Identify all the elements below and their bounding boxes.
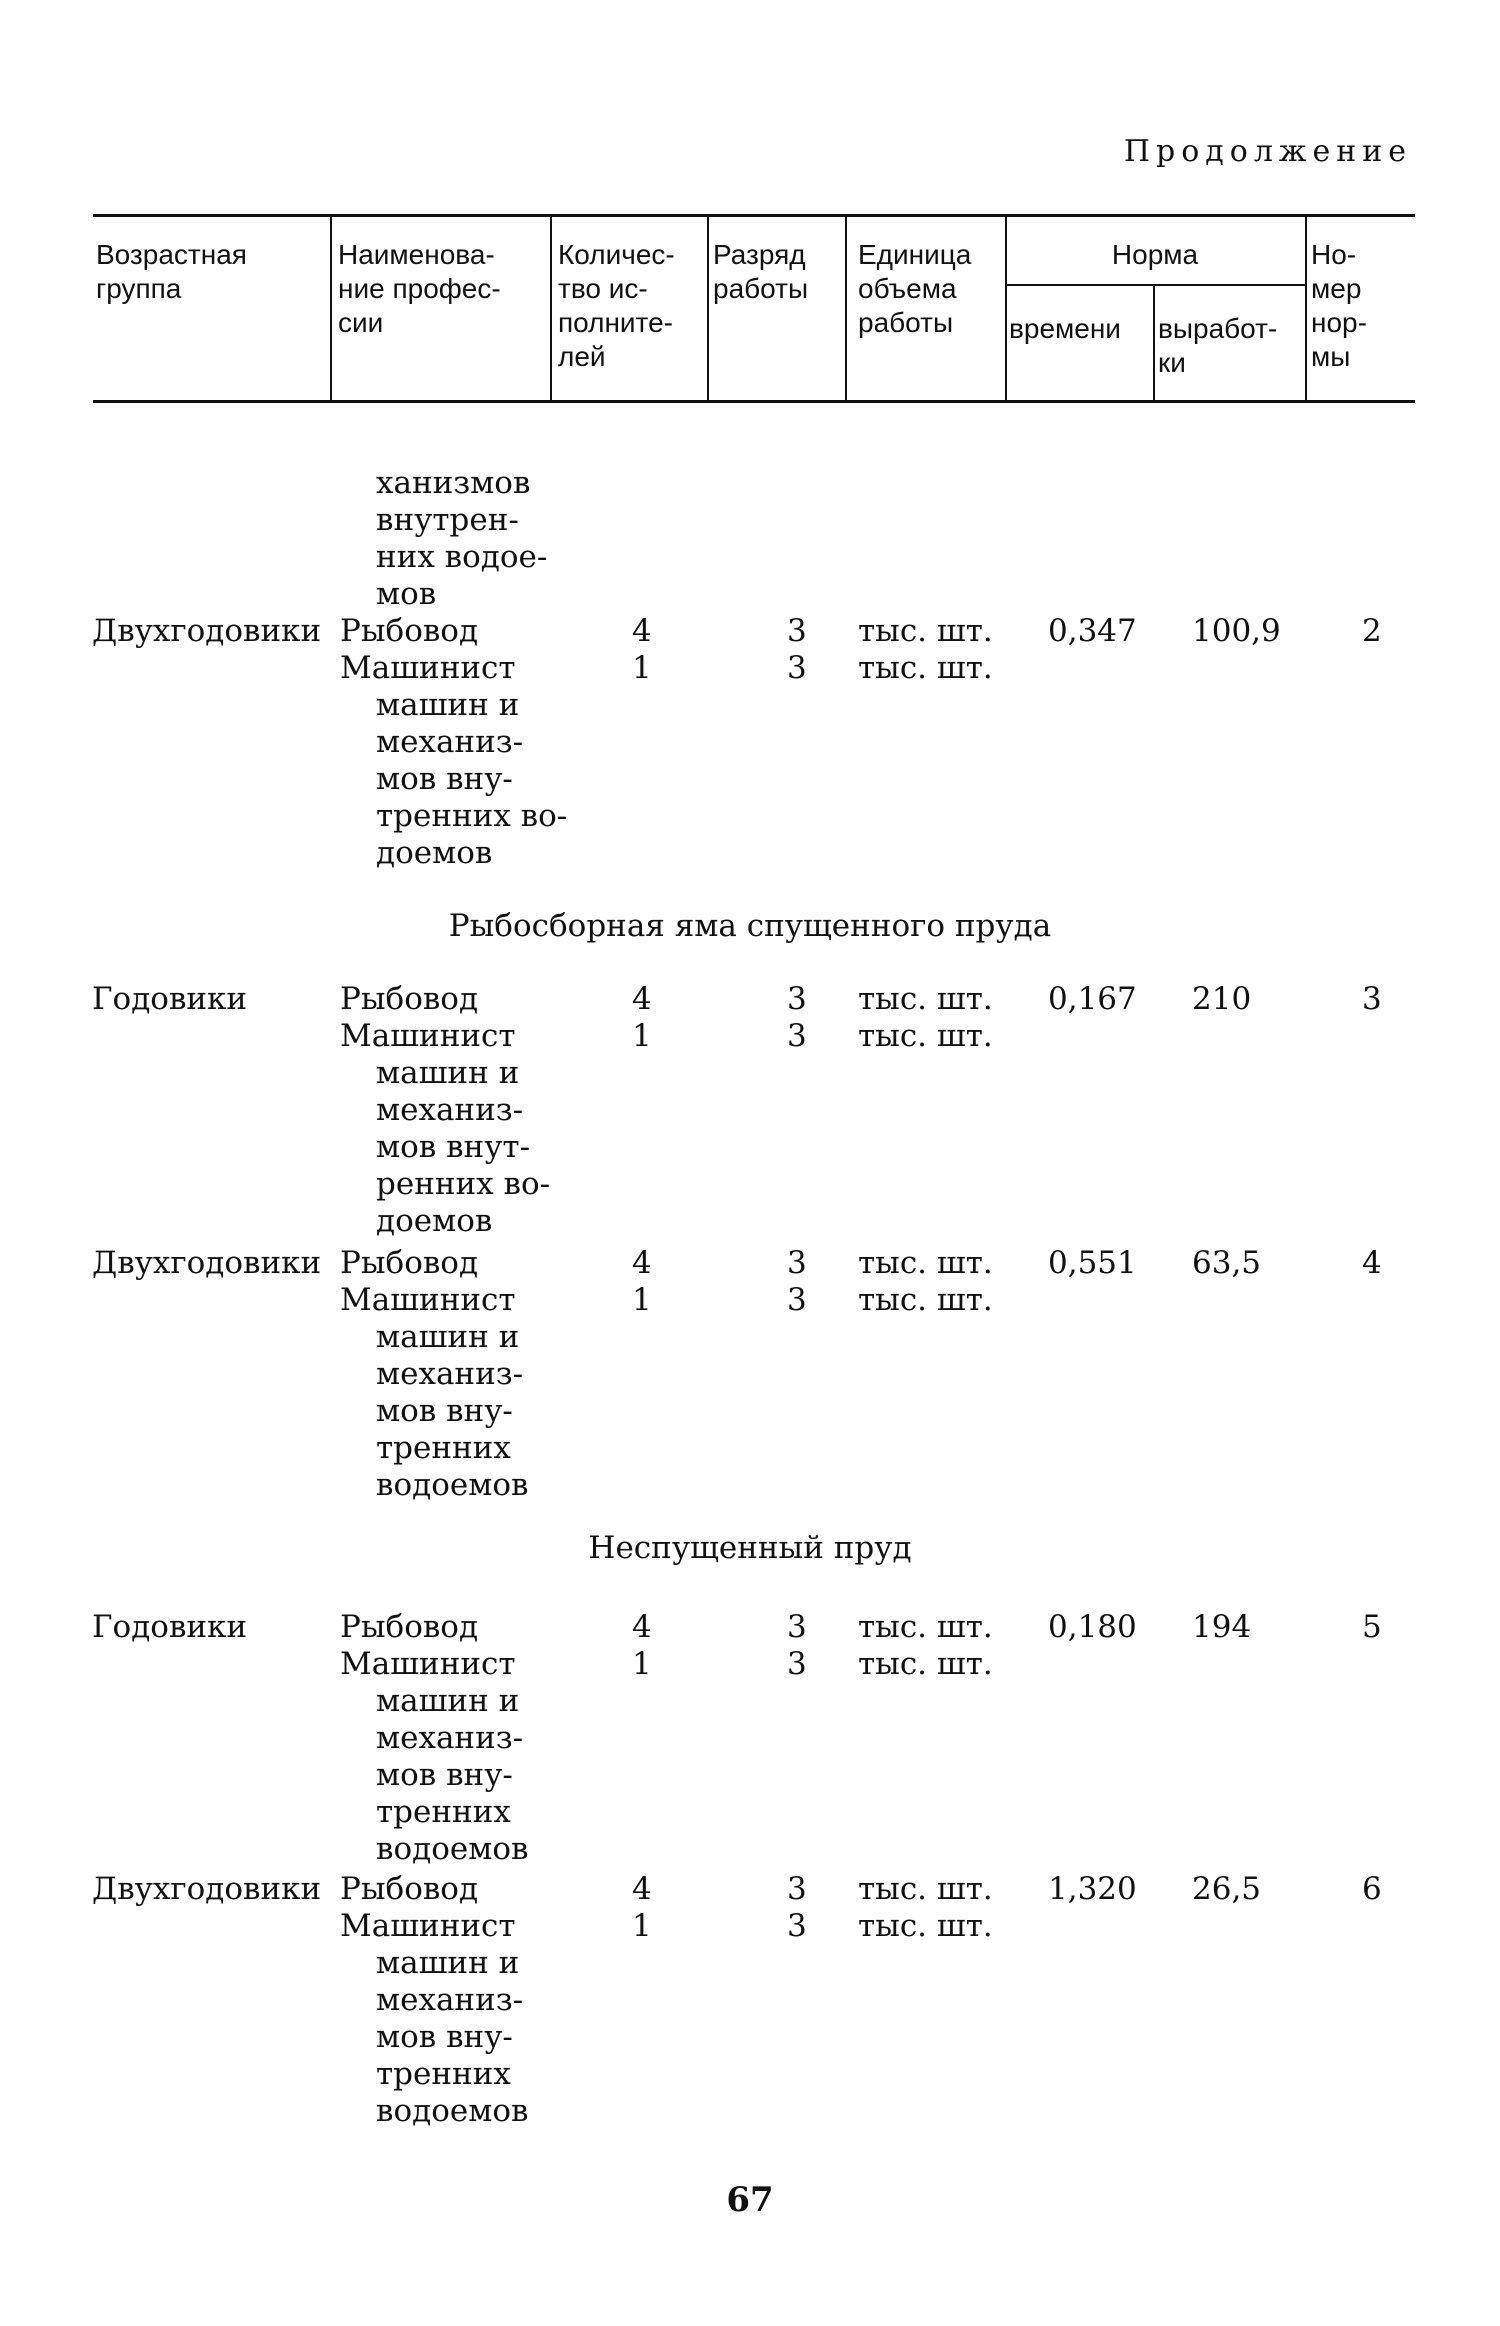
profession-continuation: механиз- xyxy=(376,1982,524,2018)
profession-continuation: машин и xyxy=(376,1055,520,1091)
profession-continuation: механиз- xyxy=(376,1356,524,1392)
profession-cell: Машинист xyxy=(340,650,516,686)
output-cell: 26,5 xyxy=(1192,1871,1262,1907)
norm-divider-rule xyxy=(1005,284,1305,286)
profession-cell: Рыбовод xyxy=(340,981,479,1017)
col-separator xyxy=(330,214,332,400)
grade-cell: 3 xyxy=(787,1282,807,1318)
unit-cell: тыс. шт. xyxy=(858,1609,993,1645)
col-separator xyxy=(845,214,847,400)
header-norm-number: Но- мер нор- мы xyxy=(1311,239,1367,372)
profession-continuation: водоемов xyxy=(376,2093,529,2129)
norm-number-cell: 3 xyxy=(1362,981,1382,1017)
page-number: 67 xyxy=(726,2180,774,2220)
count-cell: 4 xyxy=(632,1871,652,1907)
col-separator xyxy=(707,214,709,400)
unit-cell: тыс. шт. xyxy=(858,1282,993,1318)
carryover-line: ханизмов xyxy=(376,465,531,501)
header-count: Количес- тво ис- полните- лей xyxy=(558,239,675,372)
profession-cell: Машинист xyxy=(340,1646,516,1682)
profession-cell: Рыбовод xyxy=(340,1609,479,1645)
count-cell: 4 xyxy=(632,1609,652,1645)
unit-cell: тыс. шт. xyxy=(858,1646,993,1682)
profession-continuation: мов вну- xyxy=(376,1393,513,1429)
header-top-rule xyxy=(93,214,1415,217)
profession-continuation: доемов xyxy=(376,835,493,871)
grade-cell: 3 xyxy=(787,1908,807,1944)
profession-cell: Машинист xyxy=(340,1908,516,1944)
profession-cell: Машинист xyxy=(340,1018,516,1054)
header-age-group: Возрастная группа xyxy=(96,239,247,304)
norm-number-cell: 2 xyxy=(1362,613,1382,649)
profession-continuation: тренних xyxy=(376,2056,511,2092)
unit-cell: тыс. шт. xyxy=(858,613,993,649)
profession-continuation: мов вну- xyxy=(376,1757,513,1793)
age-group-cell: Годовики xyxy=(92,981,248,1017)
count-cell: 1 xyxy=(632,650,652,686)
unit-cell: тыс. шт. xyxy=(858,1245,993,1281)
grade-cell: 3 xyxy=(787,1646,807,1682)
profession-continuation: машин и xyxy=(376,687,520,723)
unit-cell: тыс. шт. xyxy=(858,1018,993,1054)
output-cell: 194 xyxy=(1192,1609,1252,1645)
profession-cell: Рыбовод xyxy=(340,613,479,649)
count-cell: 4 xyxy=(632,613,652,649)
time-cell: 0,167 xyxy=(1048,981,1137,1017)
grade-cell: 3 xyxy=(787,981,807,1017)
header-unit: Единица объема работы xyxy=(858,239,972,338)
col-separator xyxy=(550,214,552,400)
unit-cell: тыс. шт. xyxy=(858,1908,993,1944)
profession-cell: Рыбовод xyxy=(340,1871,479,1907)
unit-cell: тыс. шт. xyxy=(858,1871,993,1907)
profession-continuation: механиз- xyxy=(376,1720,524,1756)
norm-number-cell: 6 xyxy=(1362,1871,1382,1907)
norm-number-cell: 4 xyxy=(1362,1245,1382,1281)
count-cell: 1 xyxy=(632,1018,652,1054)
grade-cell: 3 xyxy=(787,1609,807,1645)
profession-continuation: тренних xyxy=(376,1794,511,1830)
grade-cell: 3 xyxy=(787,613,807,649)
profession-continuation: водоемов xyxy=(376,1467,529,1503)
count-cell: 1 xyxy=(632,1282,652,1318)
age-group-cell: Двухгодовики xyxy=(92,1871,322,1907)
age-group-cell: Двухгодовики xyxy=(92,613,322,649)
count-cell: 4 xyxy=(632,1245,652,1281)
grade-cell: 3 xyxy=(787,1871,807,1907)
header-grade: Разряд работы xyxy=(713,239,809,304)
output-cell: 63,5 xyxy=(1192,1245,1262,1281)
profession-continuation: тренних xyxy=(376,1430,511,1466)
output-cell: 100,9 xyxy=(1192,613,1281,649)
carryover-line: них водое- xyxy=(376,539,548,575)
norm-number-cell: 5 xyxy=(1362,1609,1382,1645)
header-output: выработ- ки xyxy=(1158,313,1278,378)
profession-continuation: мов вну- xyxy=(376,2019,513,2055)
time-cell: 0,347 xyxy=(1048,613,1137,649)
header-profession: Наименова- ние профес- сии xyxy=(338,239,501,338)
section-title: Рыбосборная яма спущенного пруда xyxy=(448,908,1052,944)
profession-cell: Рыбовод xyxy=(340,1245,479,1281)
count-cell: 4 xyxy=(632,981,652,1017)
carryover-line: внутрен- xyxy=(376,502,519,538)
time-cell: 0,551 xyxy=(1048,1245,1137,1281)
section-title: Неспущенный пруд xyxy=(588,1530,912,1566)
profession-continuation: тренних во- xyxy=(376,798,568,834)
output-cell: 210 xyxy=(1192,981,1252,1017)
profession-continuation: ренних во- xyxy=(376,1166,551,1202)
carryover-line: мов xyxy=(376,576,437,612)
profession-cell: Машинист xyxy=(340,1282,516,1318)
profession-continuation: доемов xyxy=(376,1203,493,1239)
count-cell: 1 xyxy=(632,1646,652,1682)
profession-continuation: машин и xyxy=(376,1683,520,1719)
header-time: времени xyxy=(1009,313,1121,344)
profession-continuation: механиз- xyxy=(376,1092,524,1128)
header-norm: Норма xyxy=(1111,239,1199,270)
profession-continuation: машин и xyxy=(376,1319,520,1355)
grade-cell: 3 xyxy=(787,650,807,686)
grade-cell: 3 xyxy=(787,1245,807,1281)
age-group-cell: Годовики xyxy=(92,1609,248,1645)
unit-cell: тыс. шт. xyxy=(858,650,993,686)
profession-continuation: механиз- xyxy=(376,724,524,760)
count-cell: 1 xyxy=(632,1908,652,1944)
profession-continuation: машин и xyxy=(376,1945,520,1981)
time-cell: 0,180 xyxy=(1048,1609,1137,1645)
profession-continuation: водоемов xyxy=(376,1831,529,1867)
time-cell: 1,320 xyxy=(1048,1871,1137,1907)
profession-continuation: мов вну- xyxy=(376,761,513,797)
age-group-cell: Двухгодовики xyxy=(92,1245,322,1281)
profession-continuation: мов внут- xyxy=(376,1129,531,1165)
grade-cell: 3 xyxy=(787,1018,807,1054)
unit-cell: тыс. шт. xyxy=(858,981,993,1017)
header-bottom-rule xyxy=(93,400,1415,403)
continued-label: Продолжение xyxy=(1123,134,1412,169)
